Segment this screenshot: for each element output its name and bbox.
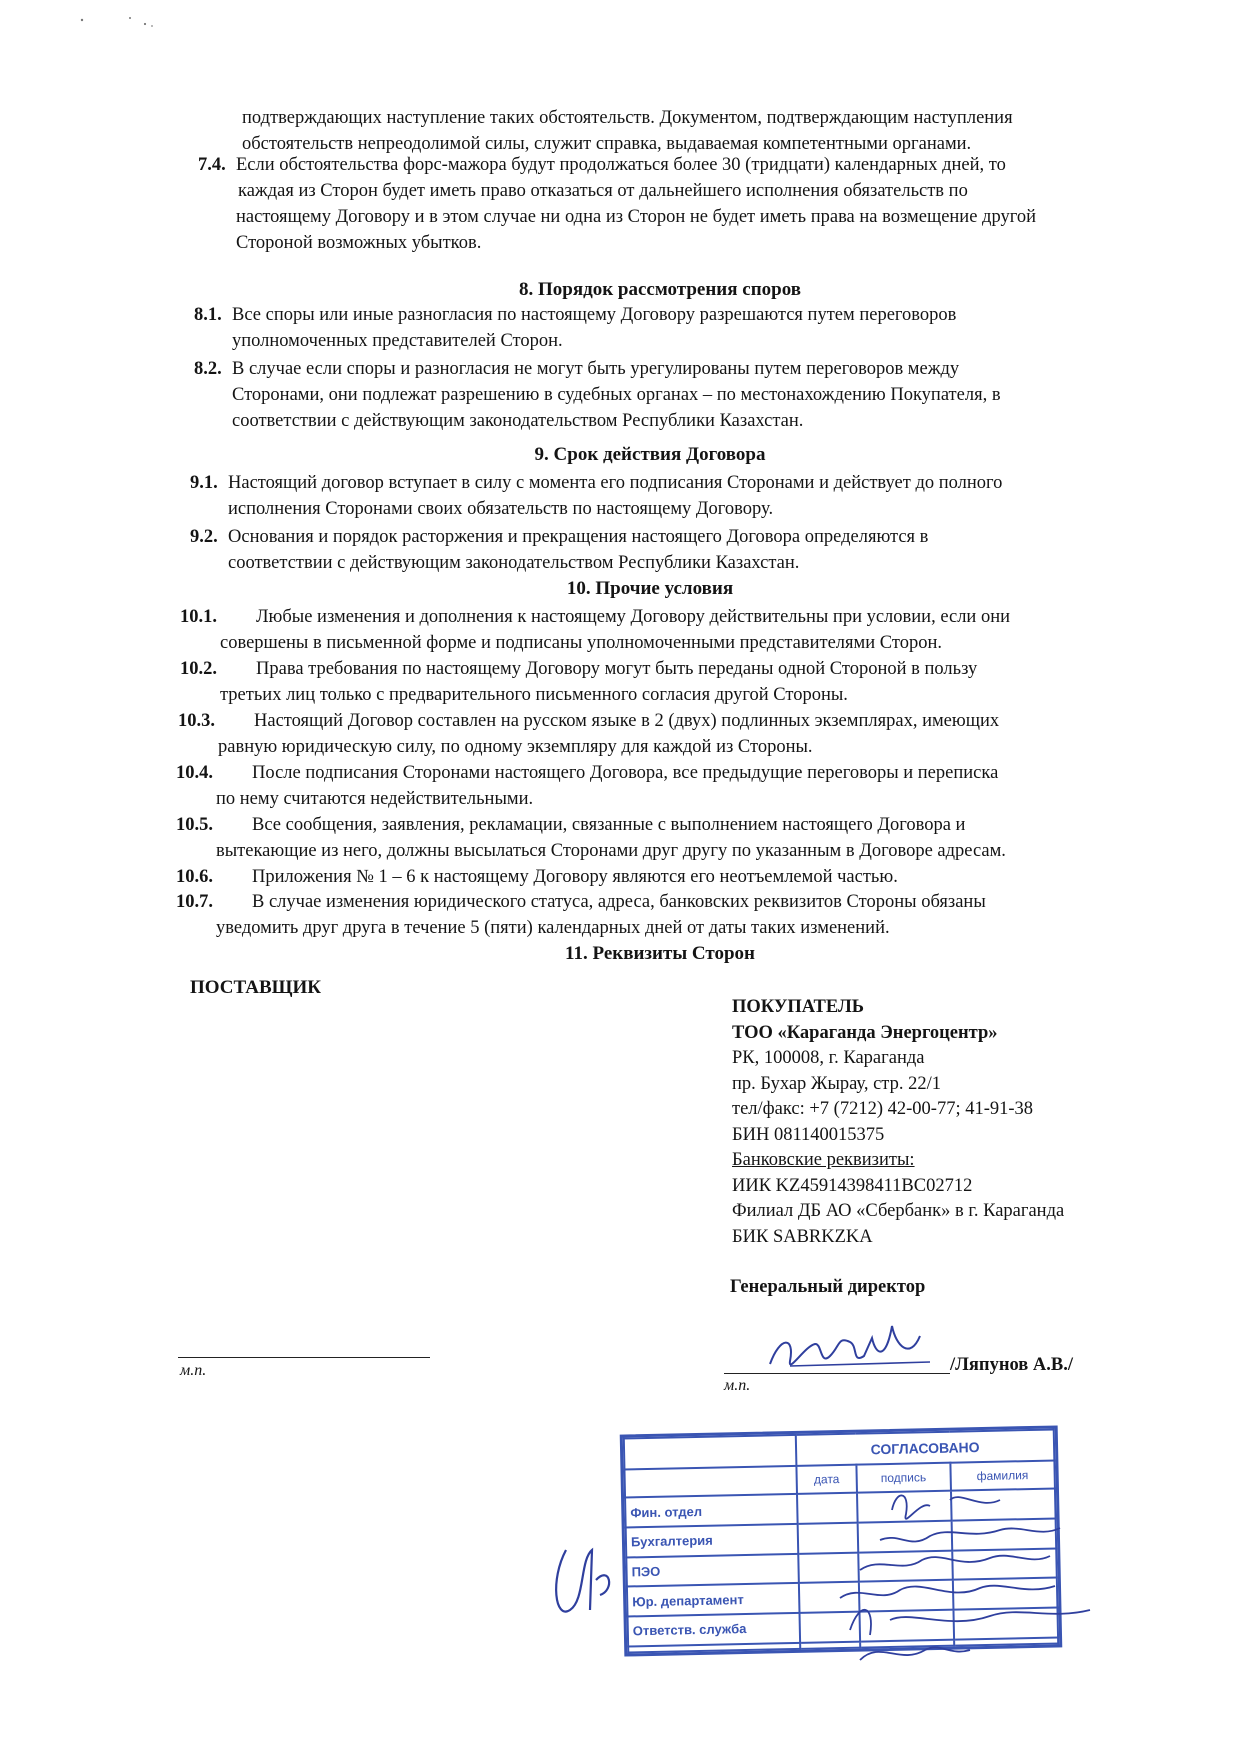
buyer-address-line: РК, 100008, г. Караганда <box>732 1048 925 1068</box>
buyer-phone: тел/факс: +7 (7212) 42-00-77; 41-91-38 <box>732 1099 1034 1119</box>
approval-row-label: ПЭО <box>626 1554 799 1587</box>
buyer-bank: Филиал ДБ АО «Сбербанк» в г. Караганда <box>732 1201 1065 1221</box>
text-line: Сторонами, они подлежат разрешению в судебных органах – по местонахождению Покупателя, в <box>232 385 1001 405</box>
text-line: Стороной возможных убытков. <box>236 233 482 253</box>
text-line: подтверждающих наступление таких обстоятельств. Документом, подтверждающим наступления <box>242 108 1013 128</box>
text-line: соответствии с действующим законодательством Республики Казахстан. <box>228 553 800 573</box>
text-line: Все споры или иные разногласия по настоящему Договору разрешаются путем переговоров <box>232 305 957 325</box>
paragraph-10-2 <box>180 656 1172 708</box>
paragraph-10-5 <box>176 812 1172 864</box>
text-line: третьих лиц только с предварительного письменного согласия другой Стороны. <box>220 685 848 705</box>
supplier-label: ПОСТАВЩИК <box>190 977 322 998</box>
text-line: настоящему Договору и в этом случае ни одна из Сторон не будет иметь права на возмещение другой <box>236 207 1036 227</box>
buyer-position: Генеральный директор <box>730 1277 926 1297</box>
buyer-requisites <box>732 995 1064 1250</box>
scan-specks <box>60 12 160 32</box>
text-line: Настоящий договор вступает в силу с момента его подписания Сторонами и действует до полного <box>228 473 1003 493</box>
approval-row-label: Фин. отдел <box>625 1494 798 1527</box>
approval-title: СОГЛАСОВАНО <box>796 1430 1055 1467</box>
approval-col-date: дата <box>796 1465 857 1494</box>
buyer-bik: БИК SABRKZKA <box>732 1226 873 1247</box>
paragraph-number: 9.2. <box>190 527 218 547</box>
director-signature-icon <box>760 1316 940 1386</box>
paragraph-7-3-tail <box>242 105 1172 157</box>
paragraph-number: 7.4. <box>198 155 226 175</box>
supplier-seal-place: м.п. <box>180 1362 207 1379</box>
paragraph-10-7 <box>176 889 1172 941</box>
text-line: равную юридическую силу, по одному экземпляру для каждой из Стороны. <box>218 737 813 757</box>
text-line: Приложения № 1 – 6 к настоящему Договору являются его неотъемлемой частью. <box>252 867 898 887</box>
text-line: В случае если споры и разногласия не могут быть урегулированы путем переговоров между <box>232 359 960 379</box>
approval-row-label: Бухгалтерия <box>626 1524 799 1557</box>
text-line: исполнения Сторонами своих обязательств по настоящему Договору. <box>228 499 774 519</box>
paragraph-number: 9.1. <box>190 473 218 493</box>
text-line: по нему считаются недействительными. <box>216 789 534 809</box>
text-line: Основания и порядок расторжения и прекращения настоящего Договора определяются в <box>228 527 929 547</box>
approval-signatures-icon <box>530 1470 1110 1670</box>
text-line: каждая из Сторон будет иметь право отказаться от дальнейшего исполнения обязательств по <box>238 181 968 201</box>
paragraph-number: 10.5. <box>176 815 213 835</box>
paragraph-8-1 <box>194 302 1172 354</box>
section-10-heading: 10. Прочие условия <box>566 578 734 599</box>
section-9-heading: 9. Срок действия Договора <box>534 444 766 465</box>
buyer-bin: БИН 081140015375 <box>732 1124 885 1145</box>
approval-row-label: Юр. департамент <box>627 1583 800 1616</box>
text-line: Все сообщения, заявления, рекламации, связанные с выполнением настоящего Договора и <box>252 815 966 835</box>
text-line: уполномоченных представителей Сторон. <box>232 331 563 351</box>
supplier-signature-line <box>178 1357 430 1358</box>
text-line: соответствии с действующим законодательством Республики Казахстан. <box>232 411 804 431</box>
paragraph-number: 8.1. <box>194 305 222 325</box>
approval-row-label: Ответств. служба <box>628 1613 801 1646</box>
paragraph-number: 10.4. <box>176 763 213 783</box>
paragraph-10-3 <box>178 708 1172 760</box>
text-line: Любые изменения и дополнения к настоящему Договору действительны при условии, если они <box>256 607 1011 627</box>
text-line: Права требования по настоящему Договору могут быть переданы одной Стороной в пользу <box>256 659 978 679</box>
paragraph-number: 10.7. <box>176 892 213 912</box>
section-11-heading: 11. Реквизиты Сторон <box>565 943 755 964</box>
paragraph-9-1 <box>190 470 1172 522</box>
paragraph-10-6 <box>176 864 1172 890</box>
paragraph-number: 10.1. <box>180 607 217 627</box>
paragraph-number: 10.6. <box>176 867 213 887</box>
section-8-heading: 8. Порядок рассмотрения споров <box>518 279 802 300</box>
text-line: Если обстоятельства форс-мажора будут продолжаться более 30 (тридцати) календарных дней, то <box>236 155 1006 175</box>
text-line: уведомить друг друга в течение 5 (пяти) календарных дней от даты таких изменений. <box>216 918 890 938</box>
paragraph-10-1 <box>180 604 1172 656</box>
paragraph-8-2 <box>194 356 1172 434</box>
paragraph-7-4 <box>198 152 1172 256</box>
buyer-address-line: пр. Бухар Жырау, стр. 22/1 <box>732 1073 941 1094</box>
paragraph-9-2 <box>190 524 1172 576</box>
paragraph-number: 10.2. <box>180 659 217 679</box>
text-line: В случае изменения юридического статуса, адреса, банковских реквизитов Стороны обязаны <box>252 892 986 912</box>
buyer-signer-name: /Ляпунов А.В./ <box>950 1355 1073 1375</box>
text-line: обстоятельств непреодолимой силы, служит справка, выдаваемая компетентными органами. <box>242 134 972 154</box>
text-line: Настоящий Договор составлен на русском языке в 2 (двух) подлинных экземплярах, имеющих <box>254 711 1000 731</box>
buyer-company-name: ТОО «Караганда Энергоцентр» <box>732 1022 998 1043</box>
paragraph-10-4 <box>176 760 1172 812</box>
buyer-bank-label: Банковские реквизиты: <box>732 1150 915 1170</box>
buyer-iik: ИИК KZ45914398411BC02712 <box>732 1175 973 1196</box>
approval-col-signature: подпись <box>856 1463 950 1493</box>
text-line: совершены в письменной форме и подписаны уполномоченными представителями Сторон. <box>220 633 942 653</box>
buyer-seal-place: м.п. <box>724 1377 751 1394</box>
text-line: После подписания Сторонами настоящего Договора, все предыдущие переговоры и переписка <box>252 763 999 783</box>
paragraph-number: 10.3. <box>178 711 215 731</box>
paragraph-number: 8.2. <box>194 359 222 379</box>
buyer-label: ПОКУПАТЕЛЬ <box>732 997 864 1017</box>
approval-col-surname: фамилия <box>950 1461 1055 1491</box>
text-line: вытекающие из него, должны высылаться Сторонами друг другу по указанным в Договоре адресам. <box>216 841 1006 861</box>
